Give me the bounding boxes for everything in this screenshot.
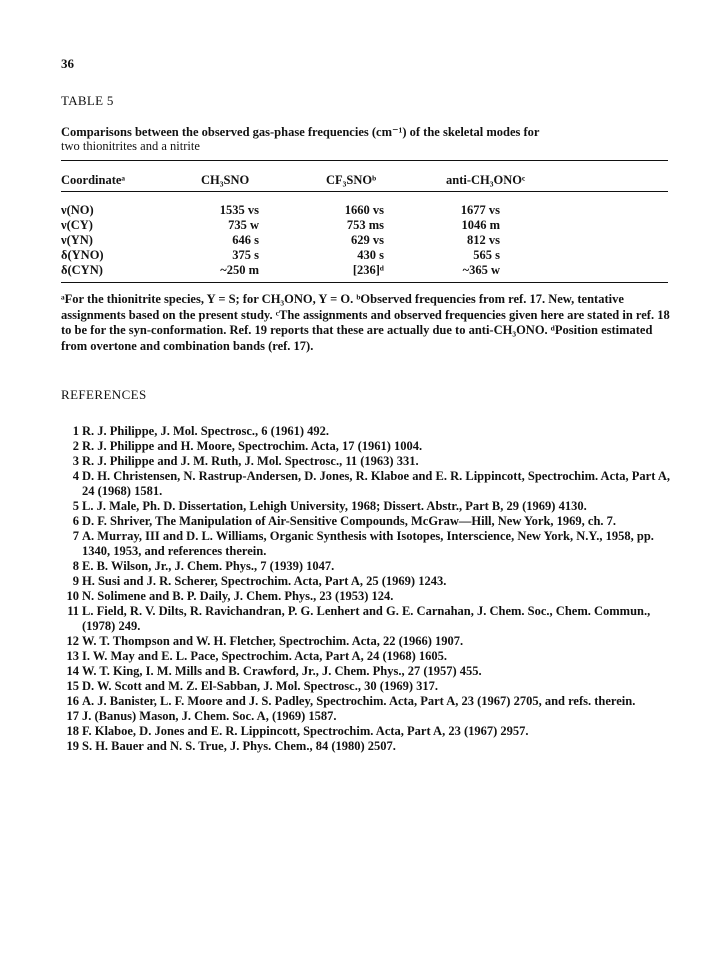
reference-number: 6 xyxy=(72,514,79,528)
reference-item xyxy=(61,649,681,664)
table-label: TABLE 5 xyxy=(61,93,114,108)
table-top-rule xyxy=(61,160,668,161)
table-cell: 629 vs xyxy=(351,233,384,247)
reference-number: 10 xyxy=(66,589,79,603)
reference-text: W. T. Thompson and W. H. Fletcher, Spectrochim. Acta, 22 (1966) 1907. xyxy=(82,634,464,648)
reference-text: R. J. Philippe and J. M. Ruth, J. Mol. Spectrosc., 11 (1963) 331. xyxy=(82,454,419,468)
reference-item xyxy=(61,634,681,649)
reference-text: W. T. King, I. M. Mills and B. Crawford, Jr., J. Chem. Phys., 27 (1957) 455. xyxy=(82,664,482,678)
table-cell: 735 w xyxy=(228,218,259,232)
table-caption-line-2: two thionitrites and a nitrite xyxy=(61,139,200,153)
table-cell: ν(CY) xyxy=(61,218,93,232)
table-column-cf3sno xyxy=(326,203,384,278)
reference-number: 16 xyxy=(66,694,79,708)
reference-number: 19 xyxy=(66,739,79,753)
table-caption-line-1: Comparisons between the observed gas-phase frequencies (cm⁻¹) of the skeletal modes for xyxy=(61,125,540,139)
table-cell: 1535 vs xyxy=(219,203,259,217)
reference-text: I. W. May and E. L. Pace, Spectrochim. Acta, Part A, 24 (1968) 1605. xyxy=(82,649,448,663)
table-header-cf3sno: CF₃SNOᵇ xyxy=(326,173,377,187)
reference-text: R. J. Philippe, J. Mol. Spectrosc., 6 (1961) 492. xyxy=(82,424,329,438)
table-footnote: ᵃFor the thionitrite species, Y = S; for CH₃ONO, Y = O. ᵇObserved frequencies from ref. 17. New, tentative assignments based on the present study. ᶜThe assignments and observed frequencies given here are stated in ref. 18 to be for the syn-conformation. Ref. 19 reports that these are actually due to anti-CH₃ONO. ᵈPosition estimated from overtone and combination bands (ref. 17). xyxy=(61,292,670,353)
table-cell: 1660 vs xyxy=(344,203,384,217)
reference-item xyxy=(61,694,681,709)
reference-text: F. Klaboe, D. Jones and E. R. Lippincott, Spectrochim. Acta, Part A, 23 (1967) 2957. xyxy=(82,724,529,738)
reference-number: 5 xyxy=(72,499,79,513)
reference-text: D. W. Scott and M. Z. El-Sabban, J. Mol. Spectrosc., 30 (1969) 317. xyxy=(82,679,439,693)
reference-text: S. H. Bauer and N. S. True, J. Phys. Chem., 84 (1980) 2507. xyxy=(82,739,396,753)
reference-number: 1 xyxy=(72,424,79,438)
table-header-rule xyxy=(61,191,668,192)
table-cell: 753 ms xyxy=(346,218,384,232)
reference-number: 11 xyxy=(67,604,79,618)
reference-item xyxy=(61,454,681,469)
table-cell: δ(CYN) xyxy=(61,263,103,277)
reference-number: 13 xyxy=(66,649,79,663)
table-bottom-rule xyxy=(61,282,668,283)
reference-item xyxy=(61,439,681,454)
reference-number: 3 xyxy=(72,454,79,468)
reference-text: L. Field, R. V. Dilts, R. Ravichandran, P. G. Lenhert and G. E. Carnahan, J. Chem. Soc., Chem. Commun., (1978) 249. xyxy=(82,604,651,633)
table-header-anti-ch3ono: anti-CH₃ONOᶜ xyxy=(446,173,526,187)
reference-item xyxy=(61,424,681,439)
reference-text: L. J. Male, Ph. D. Dissertation, Lehigh University, 1968; Dissert. Abstr., Part B, 29 (1969) 4130. xyxy=(82,499,587,513)
references-list xyxy=(61,424,681,754)
table-cell: ~250 m xyxy=(220,263,259,277)
reference-number: 8 xyxy=(72,559,79,573)
reference-item xyxy=(61,559,681,574)
reference-text: R. J. Philippe and H. Moore, Spectrochim. Acta, 17 (1961) 1004. xyxy=(82,439,423,453)
reference-text: D. F. Shriver, The Manipulation of Air-Sensitive Compounds, McGraw—Hill, New York, 1969, ch. 7. xyxy=(82,514,617,528)
table-column-coordinate xyxy=(61,203,104,278)
reference-item xyxy=(61,499,681,514)
reference-number: 7 xyxy=(72,529,79,543)
reference-number: 9 xyxy=(72,574,79,588)
table-cell: 1677 vs xyxy=(460,203,500,217)
reference-number: 14 xyxy=(66,664,79,678)
reference-item xyxy=(61,604,681,634)
reference-number: 4 xyxy=(72,469,79,483)
reference-number: 18 xyxy=(66,724,79,738)
table-caption xyxy=(61,125,673,153)
reference-item xyxy=(61,574,681,589)
reference-item xyxy=(61,514,681,529)
table-cell: 430 s xyxy=(357,248,384,262)
reference-item xyxy=(61,709,681,724)
table-cell: δ(YNO) xyxy=(61,248,104,262)
reference-item xyxy=(61,739,681,754)
reference-number: 15 xyxy=(66,679,79,693)
reference-text: D. H. Christensen, N. Rastrup-Andersen, D. Jones, R. Klaboe and E. R. Lippincott, Spectrochim. Acta, Part A, 24 (1968) 1581. xyxy=(82,469,670,498)
reference-item xyxy=(61,664,681,679)
reference-item xyxy=(61,529,681,559)
reference-text: E. B. Wilson, Jr., J. Chem. Phys., 7 (1939) 1047. xyxy=(82,559,335,573)
reference-number: 2 xyxy=(72,439,79,453)
reference-item xyxy=(61,679,681,694)
table-header-coordinate: Coordinateᵃ xyxy=(61,173,126,187)
table-cell: ν(YN) xyxy=(61,233,93,247)
table-cell: 812 vs xyxy=(467,233,500,247)
reference-text: H. Susi and J. R. Scherer, Spectrochim. Acta, Part A, 25 (1969) 1243. xyxy=(82,574,447,588)
table-cell: ν(NO) xyxy=(61,203,94,217)
reference-text: N. Solimene and B. P. Daily, J. Chem. Phys., 23 (1953) 124. xyxy=(82,589,394,603)
table-column-ch3sno xyxy=(205,203,259,278)
reference-item xyxy=(61,589,681,604)
table-cell: 646 s xyxy=(232,233,259,247)
table-header-ch3sno: CH₃SNO xyxy=(201,173,250,187)
table-cell: ~365 w xyxy=(462,263,500,277)
table-column-anti-ch3ono xyxy=(446,203,500,278)
reference-item xyxy=(61,469,681,499)
table-cell: 375 s xyxy=(232,248,259,262)
page-number: 36 xyxy=(61,56,74,71)
table-cell: 565 s xyxy=(473,248,500,262)
reference-item xyxy=(61,724,681,739)
reference-text: J. (Banus) Mason, J. Chem. Soc. A, (1969) 1587. xyxy=(82,709,337,723)
reference-text: A. Murray, III and D. L. Williams, Organic Synthesis with Isotopes, Interscience, New York, N.Y., 1958, pp. 1340, 1953, and references therein. xyxy=(82,529,654,558)
references-heading: REFERENCES xyxy=(61,387,147,402)
reference-number: 12 xyxy=(66,634,79,648)
table-cell: [236]ᵈ xyxy=(352,263,384,277)
reference-text: A. J. Banister, L. F. Moore and J. S. Padley, Spectrochim. Acta, Part A, 23 (1967) 2705, and refs. therein. xyxy=(82,694,636,708)
reference-number: 17 xyxy=(66,709,79,723)
table-cell: 1046 m xyxy=(461,218,500,232)
